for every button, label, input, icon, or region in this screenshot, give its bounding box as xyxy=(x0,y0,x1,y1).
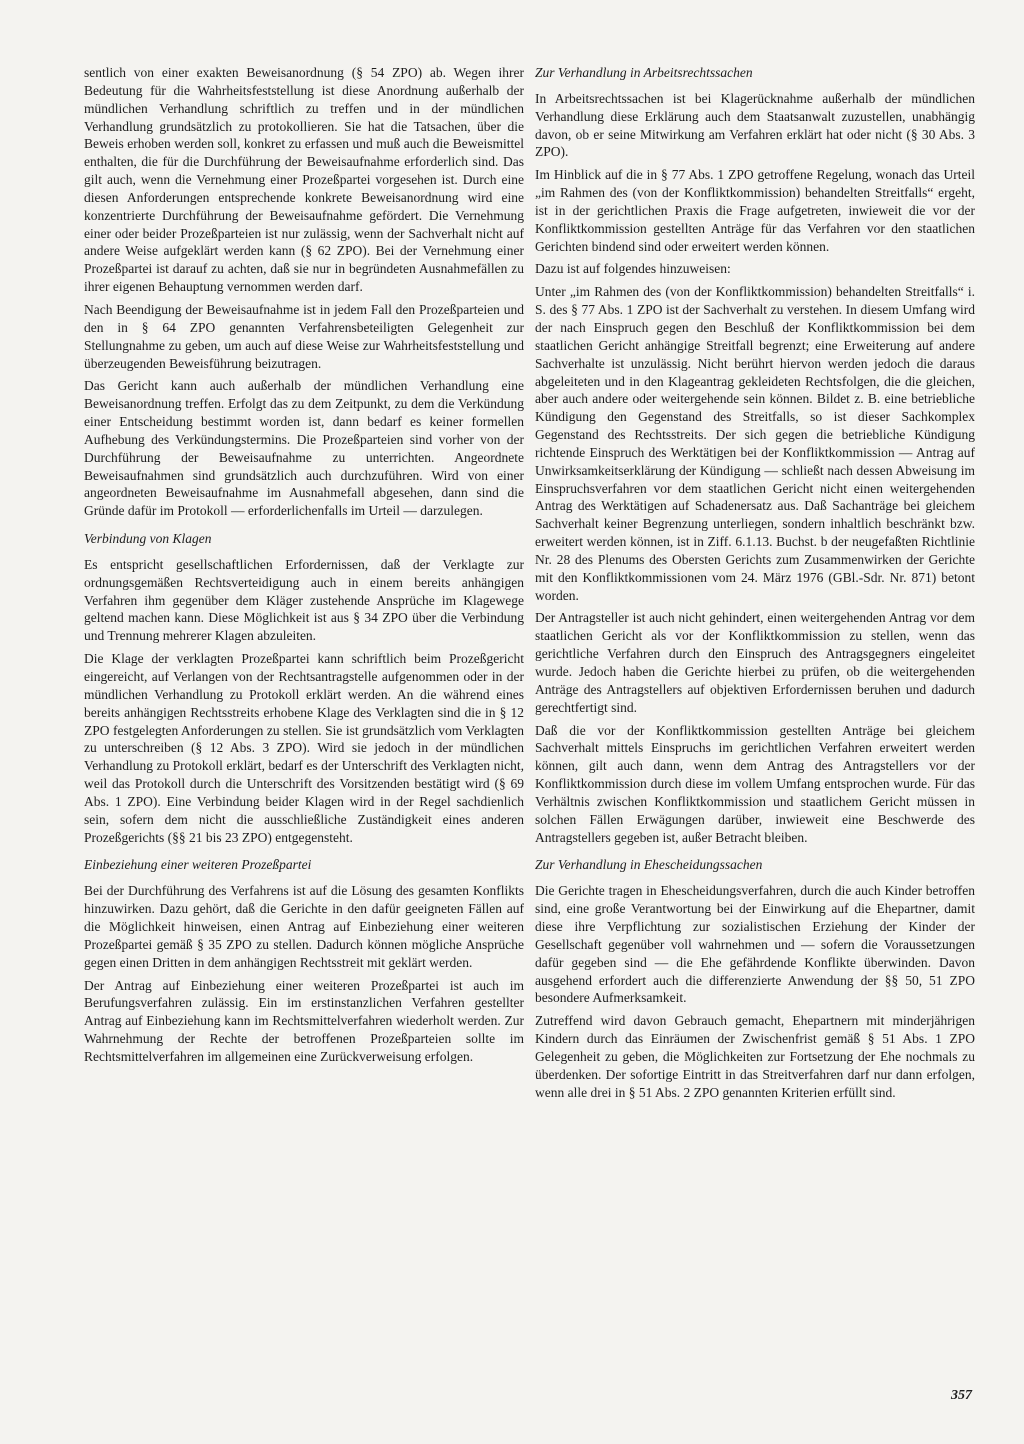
paragraph: Es entspricht gesellschaftlichen Erfordernissen, daß der Verklagte zur ordnungsgemäßen Rechtsverteidigung auch in einem bereits anhängigen Verfahren ihm gegenüber dem Kläger zustehende Ansprüche im Klagewege geltend machen kann. Diese Möglichkeit ist aus § 34 ZPO über die Verbindung und Trennung mehrerer Klagen abzuleiten. xyxy=(84,556,524,644)
paragraph: Der Antrag auf Einbeziehung einer weiteren Prozeßpartei ist auch im Berufungsverfahren zulässig. Ein im erstinstanzlichen Verfahren gestellter Antrag auf Einbeziehung kann im Rechtsmittelverfahren wiederholt werden. Zur Wahrnehmung der Rechte der betroffenen Prozeßparteien sollte im Rechtsmittelverfahren im allgemeinen eine Zurückverweisung erfolgen. xyxy=(84,977,524,1064)
section-heading: Verbindung von Klagen xyxy=(84,531,212,547)
paragraph: Das Gericht kann auch außerhalb der mündlichen Verhandlung eine Beweisanordnung treffen. Erfolgt das zu dem Zeitpunkt, zu dem die Verkündung einer Entscheidung bestimmt worden ist, dann bedarf es keiner formellen Aufhebung des Verkündungstermins. Die Prozeßparteien sind vorher von der Durchführung der Beweisaufnahme zu unterrichten. Angeordnete Beweisaufnahmen sind grundsätzlich auch durchzuführen. Wird von einer angeordneten Beweisaufnahme im Ausnahmefall abgesehen, dann sind die Gründe dafür im Protokoll — erforderlichenfalls im Urteil — darzulegen. xyxy=(84,378,524,519)
section-heading: Zur Verhandlung in Ehescheidungssachen xyxy=(535,857,763,873)
paragraph: Daß die vor der Konfliktkommission gestellten Anträge bei gleichem Sachverhalt mittels Einspruchs im gerichtlichen Verfahren erweitert werden können, gilt auch dann, wenn dem Antrag des Antragstellers vor der Konfliktkommission durch diese im vollem Umfang entsprochen wurde. Für das Verhältnis zwischen Konfliktkommission und staatlichem Gericht müssen in solchen Fällen Erwägungen darüber, inwieweit eine Beschwerde des Antragstellers gegeben ist, außer Betracht bleiben. xyxy=(535,722,975,845)
paragraph: Zutreffend wird davon Gebrauch gemacht, Ehepartnern mit minderjährigen Kindern durch das Einräumen der Zwischenfrist gemäß § 51 Abs. 1 ZPO Gelegenheit zu geben, die Möglichkeiten zur Fortsetzung der Ehe nochmals zu überdenken. Der sofortige Eintritt in das Streitverfahren darf nur dann erfolgen, wenn alle drei in § 51 Abs. 2 ZPO genannten Kriterien erfüllt sind. xyxy=(535,1013,975,1100)
paragraph: Im Hinblick auf die in § 77 Abs. 1 ZPO getroffene Regelung, wonach das Urteil „im Rahmen des (von der Konfliktkommission) behandelten Streitfalls“ ergeht, ist in der gerichtlichen Praxis die Frage aufgetreten, inwieweit die vor der Konfliktkommission gestellten Anträge für das Verfahren vor den staatlichen Gerichten bindend sind oder erweitert werden können. xyxy=(535,167,975,254)
right-column xyxy=(535,64,975,1106)
section-heading: Einbeziehung einer weiteren Prozeßpartei xyxy=(84,857,312,873)
paragraph: Die Klage der verklagten Prozeßpartei kann schriftlich beim Prozeßgericht eingereicht, auf Verlangen von der Rechtsantragstelle aufgenommen oder in der mündlichen Verhandlung zu Protokoll erklärt werden. An die während eines bereits anhängigen Rechtsstreits erhobene Klage des Verklagten sind die in § 12 ZPO festgelegten Anforderungen zu stellen. Sie ist grundsätzlich vom Verklagten zu unterschreiben (§ 12 Abs. 3 ZPO). Wird sie jedoch in der mündlichen Verhandlung zu Protokoll erklärt, bedarf es der Unterschrift des Verklagten nicht, weil das Protokoll durch die Unterschrift des Vorsitzenden bestätigt wird (§ 69 Abs. 1 ZPO). Eine Verbindung beider Klagen wird in der Regel sachdienlich sein, sofern dem nicht die ausschließliche Zuständigkeit eines anderen Prozeßgerichts (§§ 21 bis 23 ZPO) entgegensteht. xyxy=(84,651,524,845)
left-column xyxy=(84,64,524,1071)
paragraph: Dazu ist auf folgendes hinzuweisen: xyxy=(535,261,731,277)
paragraph: Der Antragsteller ist auch nicht gehindert, einen weitergehenden Antrag vor dem staatlichen Gericht als vor der Konfliktkommission zu stellen, wenn das gerichtliche Verfahren durch den Einspruch des Antragsgegners eingeleitet wurde. Jedoch haben die Gerichte hierbei zu prüfen, ob die weitergehenden Anträge des Antragstellers auf objektiven Erfordernissen beruhen und dadurch gerechtfertigt sind. xyxy=(535,610,975,715)
paragraph: Die Gerichte tragen in Ehescheidungsverfahren, durch die auch Kinder betroffen sind, eine große Verantwortung bei der Einwirkung auf die Ehepartner, damit diese ihre Verpflichtung zur sozialistischen Erziehung der Kinder der Gesellschaft gegenüber voll wahrnehmen und — sofern die Voraussetzungen dafür gegeben sind — die Ehe gefährdende Konflikte überwinden. Davon ausgehend erfordert auch die differenzierte Anwendung der §§ 50, 51 ZPO besondere Aufmerksamkeit. xyxy=(535,883,975,1006)
paragraph: Bei der Durchführung des Verfahrens ist auf die Lösung des gesamten Konflikts hinzuwirken. Dazu gehört, daß die Gerichte in den dafür geeigneten Fällen auf die Möglichkeit hinweisen, einen Antrag auf Einbeziehung einer weiteren Prozeßpartei gemäß § 35 ZPO zu stellen. Dadurch können mögliche Ansprüche gegen einen Dritten in dem anhängigen Rechtsstreit mit geklärt werden. xyxy=(84,883,524,970)
section-heading: Zur Verhandlung in Arbeitsrechtssachen xyxy=(535,65,753,80)
paragraph: In Arbeitsrechtssachen ist bei Klagerücknahme außerhalb der mündlichen Verhandlung diese Erklärung auch dem Staatsanwalt zuzustellen, unabhängig davon, ob er seine Mitwirkung am Verfahren erklärt hat oder nicht (§ 30 Abs. 3 ZPO). xyxy=(535,90,975,160)
paragraph: sentlich von einer exakten Beweisanordnung (§ 54 ZPO) ab. Wegen ihrer Bedeutung für die Wahrheitsfeststellung ist diese Anordnung außerhalb der mündlichen Verhandlung schriftlich zu treffen und in der mündlichen Verhandlung grundsätzlich zu protokollieren. Sie hat die Tatsachen, über die Beweis erhoben werden soll, konkret zu erfassen und muß auch die Beweismittel enthalten, die für die Durchführung der Beweisaufnahme erforderlich sind. Das gilt auch, wenn die Vernehmung einer Prozeßpartei vorgesehen ist. Durch eine diesen Anforderungen entsprechende konkrete Beweisanordnung wird eine konzentrierte Durchführung der Beweisaufnahme gefördert. Die Vernehmung einer oder beider Prozeßparteien ist nur zulässig, wenn der Sachverhalt nicht auf andere Weise aufgeklärt werden kann (§ 62 ZPO). Bei der Vernehmung einer Prozeßpartei ist darauf zu achten, daß sie nur in begründeten Ausnahmefällen zu ihrer eigenen Behauptung vernommen werden darf. xyxy=(84,65,524,295)
paragraph: Unter „im Rahmen des (von der Konfliktkommission) behandelten Streitfalls“ i. S. des § 77 Abs. 1 ZPO ist der Sachverhalt zu verstehen. In diesem Umfang wird der nach Einspruch gegen den Beschluß der Konfliktkommission bei dem staatlichen Gericht anhängige Streitfall begrenzt; eine Erweiterung auf andere Sachverhalte ist unzulässig. Nicht berührt hiervon werden jedoch die daraus abgeleiteten und in den Klageantrag gekleideten Rechtsfolgen, die die gleichen, aber auch andere oder weitergehende sein können. Bildet z. B. eine betriebliche Kündigung den Gegenstand des Streitfalls, so ist dieser Sachkomplex Gegenstand des Rechtsstreits. Der sich gegen die betriebliche Kündigung richtende Einspruch des Werktätigen bei der Konfliktkommission — Antrag auf Unwirksamkeitserklärung der Kündigung — schließt nach dessen Abweisung im Einspruchsverfahren vor dem staatlichen Gericht nicht einen weitergehenden Antrag des Werktätigen auf Schadenersatz aus. Daß Sachanträge bei gleichem Sachverhalt keiner Begrenzung unterliegen, sondern inhaltlich beschränkt bzw. erweitert werden können, ist in Ziff. 6.1.13. Buchst. b der neugefaßten Richtlinie Nr. 28 des Plenums des Obersten Gerichts zum Zusammenwirken der Gerichte mit den Konfliktkommissionen vom 24. März 1976 (GBl.-Sdr. Nr. 871) betont worden. xyxy=(535,284,975,603)
page-number: 357 xyxy=(951,1388,972,1403)
paragraph: Nach Beendigung der Beweisaufnahme ist in jedem Fall den Prozeßparteien und den in § 64 ZPO genannten Verfahrensbeteiligten Gelegenheit zur Stellungnahme zu geben, um auch auf diese Weise zur Wahrheitsfeststellung und überzeugenden Beweisführung beizutragen. xyxy=(84,301,524,371)
